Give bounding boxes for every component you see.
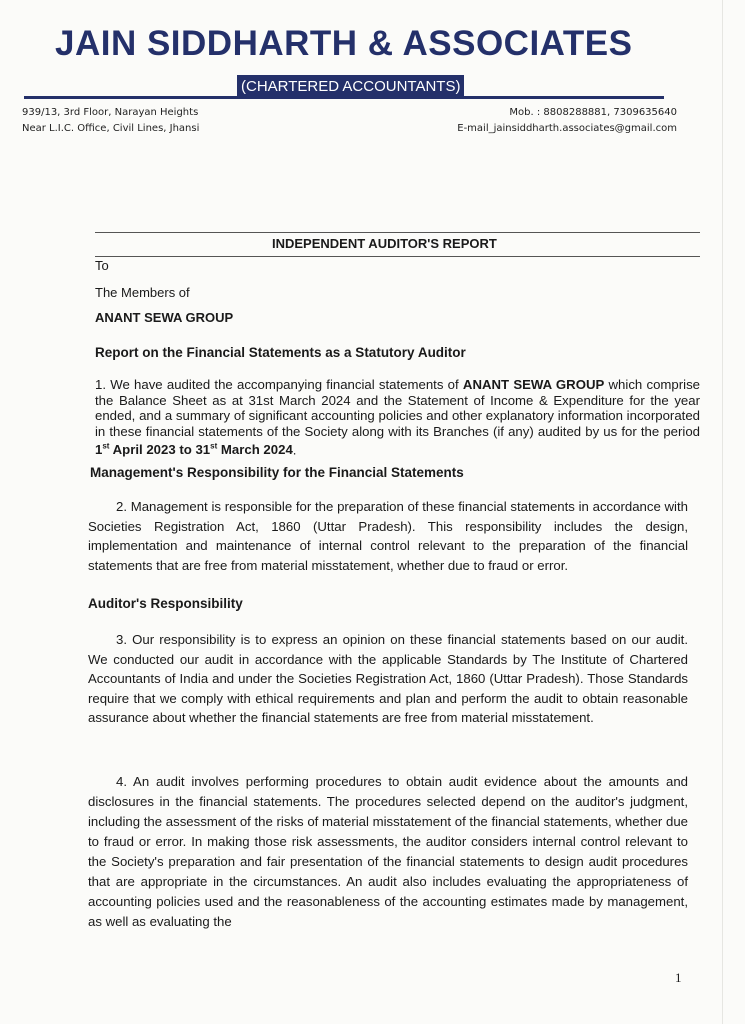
firm-name: JAIN SIDDHARTH & ASSOCIATES — [55, 24, 633, 63]
entity-name: ANANT SEWA GROUP — [95, 310, 234, 325]
firm-subtitle-badge: (CHARTERED ACCOUNTANTS) — [237, 75, 464, 97]
section-heading-statutory: Report on the Financial Statements as a Statutory Auditor — [95, 345, 466, 360]
firm-contact — [457, 105, 677, 137]
title-rule-bottom — [95, 256, 700, 257]
paragraph-3: 3. Our responsibility is to express an opinion on these financial statements based on our audit. We conducted our audit in accordance with the applicable Standards by The Institute of Chartered Accountants of India and under the Societies Registration Act, 1860 (Uttar Pradesh). Those Standards require that we comply with ethical requirements and plan and perform the audit to obtain reasonable assurance about whether the financial statements are free from material misstatement. — [88, 632, 688, 725]
paragraph-2: 2. Management is responsible for the preparation of these financial statements in accordance with Societies Registration Act, 1860 (Uttar Pradesh). This responsibility includes the design, implementation and maintenance of internal control relevant to the preparation of the financial statements that are free from material misstatement, whether due to fraud or error. — [88, 499, 688, 573]
section-heading-auditor: Auditor's Responsibility — [88, 596, 243, 611]
salutation-members: The Members of — [95, 285, 190, 300]
title-rule-top — [95, 232, 700, 233]
letterhead-rule — [24, 96, 664, 99]
paragraph-4: 4. An audit involves performing procedures to obtain audit evidence about the amounts and disclosures in the financial statements. The procedures selected depend on the auditor's judgment, including the assessment of the risks of material misstatement of the financial statements, whether due to fraud or error. In making those risk assessments, the auditor considers internal control relevant to the Society's preparation and fair presentation of the financial statements to design audit procedures that are appropriate in the circumstances. An audit also includes evaluating the appropriateness of accounting policies used and the reasonableness of the accounting estimates made by management, as well as evaluating the — [88, 774, 688, 929]
address-line-1: 939/13, 3rd Floor, Narayan Heights — [22, 107, 199, 118]
page-edge — [722, 0, 723, 1024]
salutation-to: To — [95, 258, 109, 273]
audit-period: 1st April 2023 to 31st March 2024 — [95, 442, 293, 458]
entity-name-inline: ANANT SEWA GROUP — [462, 377, 605, 392]
paragraph-1: 1. We have audited the accompanying financial statements of ANANT SEWA GROUP which comprise the Balance Sheet as at 31st March 2024 and the Statement of Income & Expenditure for the year ended, and a summary of significant accounting policies and other explanatory information incorporated in these financial statements of the Society along with its Branches (if any) audited by us for the period 1st April 2023 to 31st March 2024. — [95, 377, 700, 458]
address-line-2: Near L.I.C. Office, Civil Lines, Jhansi — [22, 123, 200, 134]
email-address: E-mail_jainsiddharth.associates@gmail.com — [457, 123, 677, 134]
report-title: INDEPENDENT AUDITOR'S REPORT — [272, 236, 497, 251]
firm-address — [22, 105, 199, 137]
section-heading-management: Management's Responsibility for the Financial Statements — [90, 465, 464, 480]
page-number: 1 — [675, 970, 682, 985]
mobile-numbers: Mob. : 8808288881, 7309635640 — [509, 107, 677, 118]
